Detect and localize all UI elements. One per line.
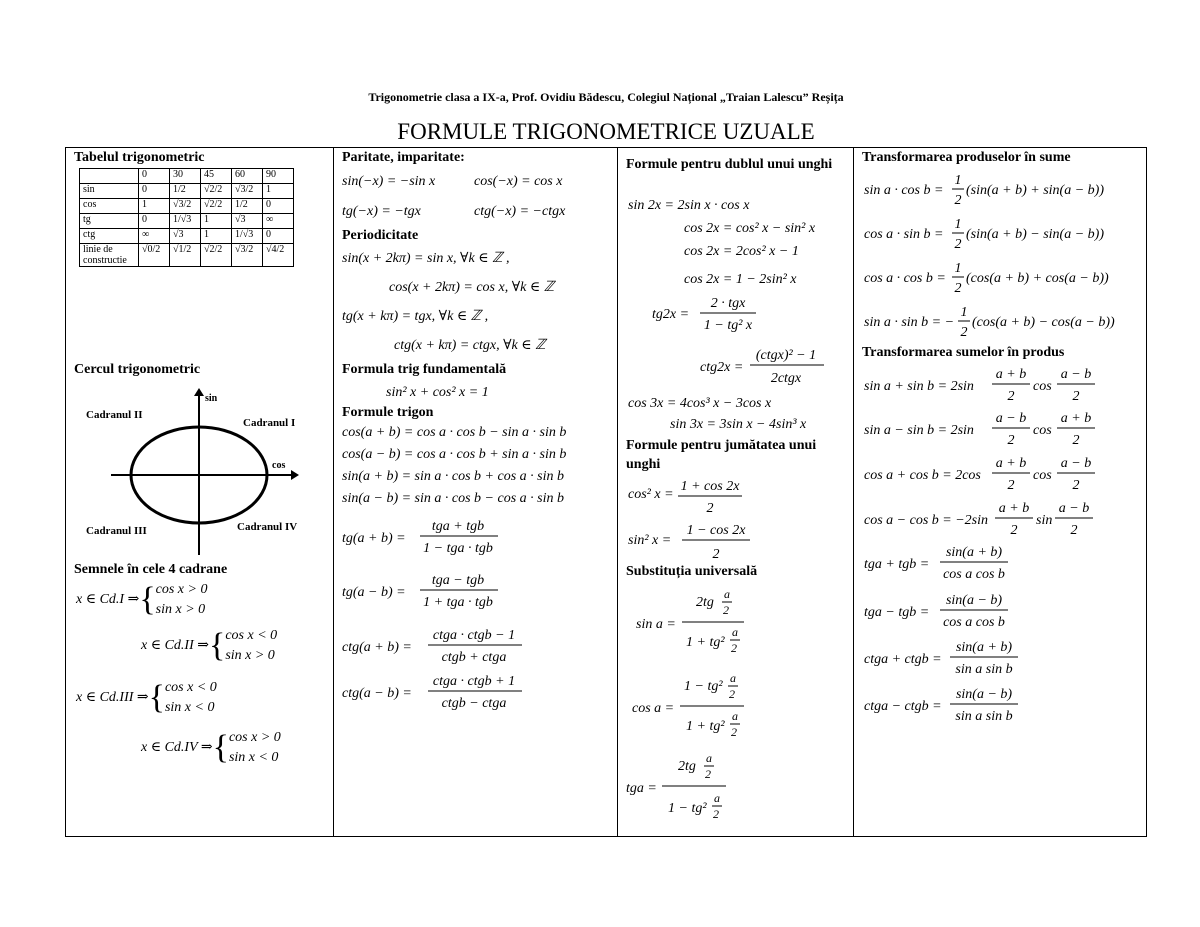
s1-lhs: sin a + sin b = 2sin bbox=[864, 379, 974, 394]
ctg2x-den: 2ctgx bbox=[770, 371, 802, 386]
trig-table-cell: 1 bbox=[201, 214, 232, 229]
univ-tg-lhs: tga = bbox=[626, 781, 657, 796]
trig-table-cell: 0 bbox=[139, 214, 170, 229]
column-1 bbox=[66, 148, 333, 836]
sign-4-cos: cos x > 0 bbox=[228, 730, 281, 745]
univ-cos-lhs: cos a = bbox=[632, 701, 675, 716]
column-4 bbox=[853, 148, 1148, 836]
trig-table-cell: √2/2 bbox=[201, 184, 232, 199]
trig-table-cell: 0 bbox=[263, 229, 294, 244]
sin-sum: sin(a + b) = sin a · cos b + cos a · sin b bbox=[342, 469, 565, 484]
s1-d1: 2 bbox=[1007, 389, 1015, 404]
brace-icon: { bbox=[139, 581, 156, 618]
brace-icon: { bbox=[148, 679, 165, 716]
s3-mid: cos bbox=[1033, 468, 1052, 483]
parity-heading: Paritate, imparitate: bbox=[342, 150, 465, 165]
prod-1-coef: 1 bbox=[954, 173, 962, 188]
s3-n1: a + b bbox=[995, 456, 1027, 471]
cos-diff: cos(a − b) = cos a · cos b + sin a · sin b bbox=[342, 447, 567, 462]
parity-cos: cos(−x) = cos x bbox=[474, 174, 563, 189]
period-cos: cos(x + 2kπ) = cos x, ∀k ∈ ℤ bbox=[389, 280, 555, 295]
prod-2-lhs: cos a · sin b = bbox=[864, 227, 944, 242]
trig-table bbox=[79, 168, 294, 267]
tg-diff-den: 1 + tga · tgb bbox=[423, 595, 493, 610]
univ-tg-2: 2 bbox=[705, 767, 711, 781]
s2-lhs: sin a − sin b = 2sin bbox=[864, 423, 974, 438]
double-tan-formulas bbox=[618, 288, 852, 398]
s3-d1: 2 bbox=[1007, 478, 1015, 493]
product-to-sum bbox=[854, 168, 1148, 338]
trig-table-cell: 1 bbox=[201, 229, 232, 244]
period-ctg: ctg(x + kπ) = ctgx, ∀k ∈ ℤ bbox=[394, 338, 546, 353]
sign-quadrant-3 bbox=[76, 678, 217, 718]
parity-tg: tg(−x) = −tgx bbox=[342, 204, 421, 219]
period-sin: sin(x + 2kπ) = sin x, ∀k ∈ ℤ , bbox=[342, 251, 510, 266]
period-heading: Periodicitate bbox=[342, 228, 419, 243]
t2-num: sin(a − b) bbox=[945, 593, 1003, 608]
trig-table-cell: √3/2 bbox=[232, 244, 263, 267]
univ-tg-num: 2tg bbox=[678, 759, 696, 774]
s3-lhs: cos a + cos b = 2cos bbox=[864, 468, 981, 483]
s4-mid: sin bbox=[1036, 513, 1053, 528]
prod-2-den: 2 bbox=[954, 237, 962, 252]
ctg-diff-den: ctgb − ctga bbox=[441, 696, 507, 711]
sin-diff: sin(a − b) = sin a · cos b − cos a · sin b bbox=[342, 491, 565, 506]
half-cos-num: 1 + cos 2x bbox=[680, 479, 740, 494]
t1-lhs: tga + tgb = bbox=[864, 557, 930, 572]
trig-table-cell: 1/2 bbox=[232, 199, 263, 214]
sign-2-cos: cos x < 0 bbox=[225, 628, 278, 643]
trig-table-cell: 1/2 bbox=[170, 184, 201, 199]
univ-cos-a: a bbox=[730, 671, 736, 685]
tg-diff-num: tga − tgb bbox=[431, 573, 485, 588]
trig-circle-diagram bbox=[81, 380, 326, 560]
t1-num: sin(a + b) bbox=[945, 545, 1003, 560]
trig-table-cell: √0/2 bbox=[139, 244, 170, 267]
prod-3-den: 2 bbox=[954, 281, 962, 296]
prod-2-rhs: (sin(a + b) − sin(a − b)) bbox=[966, 227, 1104, 242]
trig-table-row bbox=[80, 184, 294, 199]
t4-den: sin a sin b bbox=[955, 709, 1013, 724]
trig-table-cell: 0 bbox=[139, 184, 170, 199]
quadrant-2-label: Cadranul II bbox=[86, 409, 143, 421]
trig-table-header bbox=[80, 169, 294, 184]
quadrant-3-label: Cadranul III bbox=[86, 525, 147, 537]
double-cos-3: cos 2x = 1 − 2sin² x bbox=[684, 272, 797, 287]
prod-4-den: 2 bbox=[960, 325, 968, 338]
fundamental-heading: Formula trig fundamentală bbox=[342, 362, 507, 377]
s2-d2: 2 bbox=[1072, 433, 1080, 448]
period-tg: tg(x + kπ) = tgx, ∀k ∈ ℤ , bbox=[342, 309, 489, 324]
univ-tg-den: 1 − tg² bbox=[668, 801, 707, 816]
double-sin: sin 2x = 2sin x · cos x bbox=[628, 198, 750, 213]
t2-den: cos a cos b bbox=[943, 615, 1005, 630]
trig-table-row bbox=[80, 199, 294, 214]
ctg-diff-num: ctga · ctgb + 1 bbox=[432, 674, 516, 689]
prod-heading: Transformarea produselor în sume bbox=[862, 150, 1071, 165]
ctg-sum-lhs: ctg(a + b) = bbox=[342, 640, 412, 655]
sign-1-cos: cos x > 0 bbox=[155, 582, 208, 597]
s4-n1: a + b bbox=[998, 501, 1030, 516]
tan-formulas bbox=[338, 512, 614, 712]
double-cos-2: cos 2x = 2cos² x − 1 bbox=[684, 244, 799, 259]
sign-4-sin: sin x < 0 bbox=[228, 750, 279, 765]
univ-cos-2: 2 bbox=[729, 687, 735, 701]
half-sin-num: 1 − cos 2x bbox=[686, 523, 746, 538]
half-heading: Formule pentru jumătatea unui unghi bbox=[626, 438, 817, 472]
s2-mid: cos bbox=[1033, 423, 1052, 438]
univ-sin-2: 2 bbox=[723, 603, 729, 617]
t4-lhs: ctga − ctgb = bbox=[864, 699, 942, 714]
prod-4-coef: 1 bbox=[960, 305, 968, 320]
ctg2x-num: (ctgx)² − 1 bbox=[755, 348, 817, 363]
tg-sum-den: 1 − tga · tgb bbox=[423, 541, 493, 556]
t3-num: sin(a + b) bbox=[955, 640, 1013, 655]
s4-n2: a − b bbox=[1058, 501, 1090, 516]
trigon-heading: Formule trigon bbox=[342, 405, 434, 420]
quadrant-1-label: Cadranul I bbox=[243, 417, 296, 429]
s3-d2: 2 bbox=[1072, 478, 1080, 493]
trig-table-cell: √3/2 bbox=[232, 184, 263, 199]
s3-n2: a − b bbox=[1060, 456, 1092, 471]
tg-sum-lhs: tg(a + b) = bbox=[342, 531, 406, 546]
trig-table-cell: √2/2 bbox=[201, 199, 232, 214]
signs-heading: Semnele în cele 4 cadrane bbox=[74, 562, 228, 577]
sign-quadrant-1 bbox=[76, 580, 207, 620]
sign-3-sin: sin x < 0 bbox=[164, 700, 215, 715]
axis-sin-label: sin bbox=[205, 393, 218, 404]
trig-table-cell: 1/√3 bbox=[232, 229, 263, 244]
half-sin-lhs: sin² x = bbox=[628, 533, 672, 548]
sign-2-sin: sin x > 0 bbox=[225, 648, 275, 663]
univ-sin-den: 1 + tg² bbox=[686, 635, 725, 650]
trig-table-cell: √2/2 bbox=[201, 244, 232, 267]
brace-icon: { bbox=[212, 729, 229, 766]
trig-table-cell: ∞ bbox=[139, 229, 170, 244]
ctg2x-lhs: ctg2x = bbox=[700, 360, 744, 375]
axis-cos-label: cos bbox=[272, 460, 286, 471]
trig-table-cell: 0 bbox=[139, 169, 170, 184]
sign-1-lhs: x ∈ Cd.I ⇒ bbox=[76, 592, 140, 608]
double-cos-1: cos 2x = cos² x − sin² x bbox=[684, 221, 816, 236]
column-2 bbox=[333, 148, 617, 836]
sign-1-sin: sin x > 0 bbox=[155, 602, 206, 617]
trig-table-cell: 1/√3 bbox=[170, 214, 201, 229]
double-heading: Formule pentru dublul unui unghi bbox=[626, 157, 833, 172]
sum-to-product bbox=[854, 362, 1148, 542]
s2-n1: a − b bbox=[995, 411, 1027, 426]
parity-ctg: ctg(−x) = −ctgx bbox=[474, 204, 566, 219]
univ-tg-den-a: a bbox=[714, 791, 720, 805]
trig-table-row bbox=[80, 229, 294, 244]
t4-num: sin(a − b) bbox=[955, 687, 1013, 702]
prod-3-coef: 1 bbox=[954, 261, 962, 276]
s1-n2: a − b bbox=[1060, 367, 1092, 382]
trig-table-cell: ctg bbox=[80, 229, 139, 244]
tg2x-lhs: tg2x = bbox=[652, 307, 690, 322]
univ-cos-den-a: a bbox=[732, 709, 738, 723]
trig-table-cell bbox=[80, 169, 139, 184]
univ-tg-a: a bbox=[706, 751, 712, 765]
univ-sin-num: 2tg bbox=[696, 595, 714, 610]
univ-sin-den-2: 2 bbox=[731, 641, 737, 655]
page-header: Trigonometrie clasa a IX-a, Prof. Ovidiu Bădescu, Colegiul Național „Traian Lalescu” Reșița bbox=[368, 90, 844, 104]
tan-sum-formulas bbox=[854, 540, 1148, 730]
trig-table-cell: √1/2 bbox=[170, 244, 201, 267]
sum-heading: Transformarea sumelor în produs bbox=[862, 345, 1065, 360]
trig-table-cell: √3 bbox=[232, 214, 263, 229]
univ-sin-lhs: sin a = bbox=[636, 617, 676, 632]
sign-quadrant-4 bbox=[141, 728, 281, 768]
parity-sin: sin(−x) = −sin x bbox=[342, 174, 436, 189]
trig-table-row bbox=[80, 214, 294, 229]
sign-3-lhs: x ∈ Cd.III ⇒ bbox=[76, 690, 149, 706]
circle-heading: Cercul trigonometric bbox=[74, 362, 201, 377]
univ-cos-num: 1 − tg² bbox=[684, 679, 723, 694]
s1-d2: 2 bbox=[1072, 389, 1080, 404]
prod-4-lhs: sin a · sin b = − bbox=[864, 315, 955, 330]
half-cos-lhs: cos² x = bbox=[628, 487, 674, 502]
table-heading: Tabelul trigonometric bbox=[74, 150, 205, 165]
sin-arrow-icon bbox=[194, 388, 204, 396]
triple-cos: cos 3x = 4cos³ x − 3cos x bbox=[628, 396, 772, 411]
page-title: FORMULE TRIGONOMETRICE UZUALE bbox=[397, 119, 815, 144]
prod-1-rhs: (sin(a + b) + sin(a − b)) bbox=[966, 183, 1104, 198]
prod-3-rhs: (cos(a + b) + cos(a − b)) bbox=[966, 271, 1109, 286]
half-cos-den: 2 bbox=[706, 501, 714, 516]
prod-1-lhs: sin a · cos b = bbox=[864, 183, 944, 198]
prod-3-lhs: cos a · cos b = bbox=[864, 271, 946, 286]
ctg-diff-lhs: ctg(a − b) = bbox=[342, 686, 412, 701]
sign-quadrant-2 bbox=[141, 626, 277, 666]
trig-table-cell: √3/2 bbox=[170, 199, 201, 214]
tg-sum-num: tga + tgb bbox=[431, 519, 485, 534]
half-angle-formulas bbox=[618, 474, 852, 568]
tg2x-num: 2 · tgx bbox=[710, 296, 746, 311]
half-sin-den: 2 bbox=[712, 547, 720, 562]
s2-n2: a + b bbox=[1060, 411, 1092, 426]
trig-table-cell: 1 bbox=[263, 184, 294, 199]
tg-diff-lhs: tg(a − b) = bbox=[342, 585, 406, 600]
trig-table-cell: sin bbox=[80, 184, 139, 199]
univ-sin-a: a bbox=[724, 587, 730, 601]
column-3 bbox=[617, 148, 853, 836]
cos-sum: cos(a + b) = cos a · cos b − sin a · sin b bbox=[342, 425, 567, 440]
formula-grid bbox=[65, 147, 1147, 837]
trig-table-row bbox=[80, 244, 294, 267]
univ-heading: Substituția universală bbox=[626, 564, 758, 579]
ctg-sum-den: ctgb + ctga bbox=[441, 650, 507, 665]
prod-4-rhs: (cos(a + b) − cos(a − b)) bbox=[972, 315, 1115, 330]
triple-sin: sin 3x = 3sin x − 4sin³ x bbox=[670, 417, 807, 432]
t2-lhs: tga − tgb = bbox=[864, 605, 930, 620]
s4-d2: 2 bbox=[1070, 523, 1078, 538]
prod-1-den: 2 bbox=[954, 193, 962, 208]
s1-n1: a + b bbox=[995, 367, 1027, 382]
univ-cos-den-2: 2 bbox=[731, 725, 737, 739]
univ-cos-den: 1 + tg² bbox=[686, 719, 725, 734]
s1-mid: cos bbox=[1033, 379, 1052, 394]
univ-sin-den-a: a bbox=[732, 625, 738, 639]
s2-d1: 2 bbox=[1007, 433, 1015, 448]
trig-table-cell: tg bbox=[80, 214, 139, 229]
trig-table-cell: 90 bbox=[263, 169, 294, 184]
sign-4-lhs: x ∈ Cd.IV ⇒ bbox=[141, 740, 213, 756]
sign-2-lhs: x ∈ Cd.II ⇒ bbox=[141, 638, 209, 654]
trig-table-cell: 45 bbox=[201, 169, 232, 184]
trig-table-cell: √4/2 bbox=[263, 244, 294, 267]
trig-table-cell: cos bbox=[80, 199, 139, 214]
s4-d1: 2 bbox=[1010, 523, 1018, 538]
fundamental-formula: sin² x + cos² x = 1 bbox=[386, 385, 489, 400]
s4-lhs: cos a − cos b = −2sin bbox=[864, 513, 989, 528]
ctg-sum-num: ctga · ctgb − 1 bbox=[432, 628, 516, 643]
trig-table-cell: 0 bbox=[263, 199, 294, 214]
trig-table-cell: linie de constructie bbox=[80, 244, 139, 267]
cos-arrow-icon bbox=[291, 470, 299, 480]
sign-3-cos: cos x < 0 bbox=[164, 680, 217, 695]
quadrant-4-label: Cadranul IV bbox=[237, 521, 298, 533]
t1-den: cos a cos b bbox=[943, 567, 1005, 582]
t3-den: sin a sin b bbox=[955, 662, 1013, 677]
universal-substitution bbox=[618, 584, 852, 838]
trig-table-cell: 1 bbox=[139, 199, 170, 214]
t3-lhs: ctga + ctgb = bbox=[864, 652, 942, 667]
trig-table-cell: 30 bbox=[170, 169, 201, 184]
univ-tg-den-2: 2 bbox=[713, 807, 719, 821]
prod-2-coef: 1 bbox=[954, 217, 962, 232]
tg2x-den: 1 − tg² x bbox=[703, 318, 753, 333]
trig-table-cell: √3 bbox=[170, 229, 201, 244]
trig-table-cell: ∞ bbox=[263, 214, 294, 229]
brace-icon: { bbox=[208, 627, 226, 664]
trig-table-cell: 60 bbox=[232, 169, 263, 184]
